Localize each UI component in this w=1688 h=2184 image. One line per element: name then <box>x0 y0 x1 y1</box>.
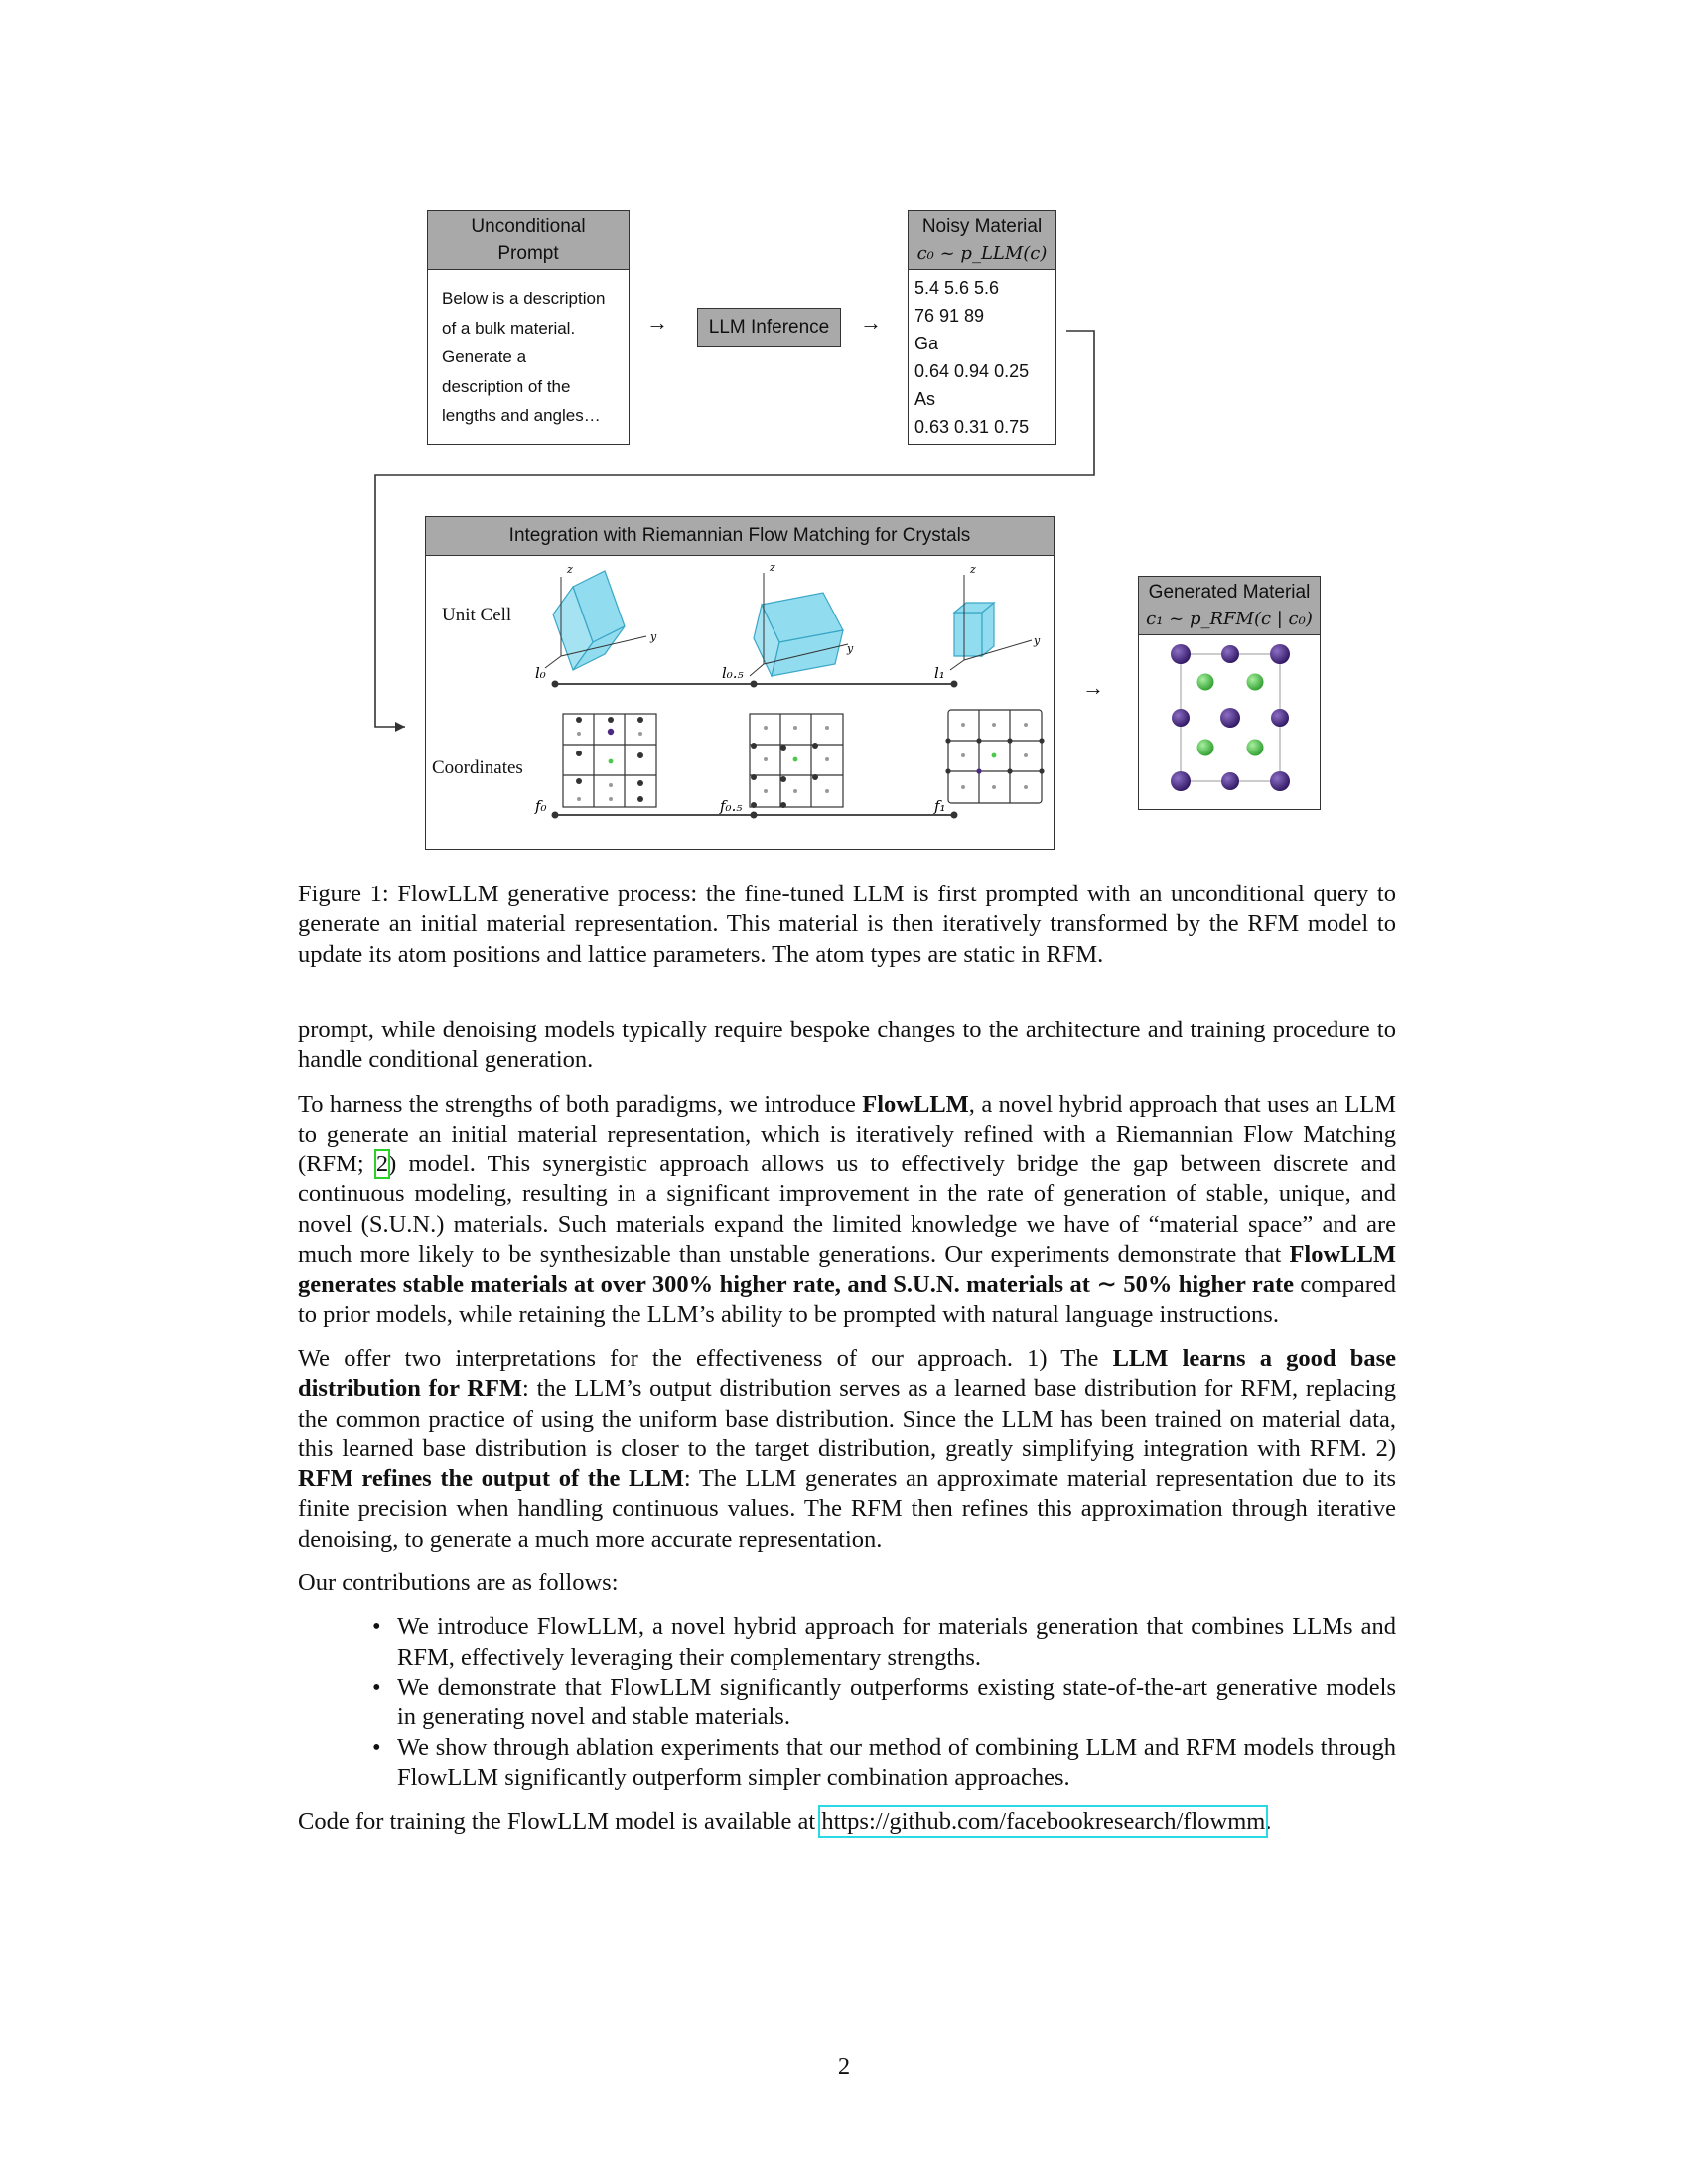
atom-ga <box>1271 709 1289 727</box>
llm-inference-label: LLM Inference <box>708 317 830 338</box>
paragraph-4: Our contributions are as follows: <box>298 1570 619 1597</box>
paragraph-1: prompt, while denoising models typically require bespoke changes to the architecture and training procedure to handle conditional generation. <box>298 1017 1396 1074</box>
list-item-text: We show through ablation experiments that our method of combining LLM and RFM models through FlowLLM significantly outperform simpler combination approaches. <box>397 1733 1396 1791</box>
para3-b: LLM learns a good base distribution for RFM <box>298 1344 1396 1403</box>
bullet-icon: • <box>372 1613 381 1641</box>
axis-z-label: z <box>970 563 976 576</box>
list-item <box>298 1733 1396 1794</box>
generated-crystal <box>1139 636 1320 809</box>
paragraph-5 <box>298 1807 1396 1837</box>
l1-label: l₁ <box>934 664 945 682</box>
code-url-link[interactable]: https://github.com/facebookresearch/flowmm <box>821 1808 1266 1836</box>
lattice-timeline-dot <box>552 681 559 688</box>
para3-d: RFM refines the output of the LLM <box>298 1465 684 1493</box>
prompt-line: Generate a <box>442 347 527 366</box>
para2-f: compared to prior models, while retaining the LLM’s ability to be prompted with natural language instructions. <box>298 1271 1397 1328</box>
axis-y-label: y <box>650 630 657 643</box>
arrow-icon: → <box>1082 675 1104 700</box>
para2-e: FlowLLM generates stable materials at over 300% higher rate, and S.U.N. materials at ∼ 50% higher rate <box>298 1241 1396 1298</box>
rfm-drawing <box>426 557 1054 849</box>
generated-material-box <box>1138 576 1321 810</box>
atom-as <box>1197 740 1214 756</box>
coord-grid-1-atoms <box>945 723 1044 789</box>
atom-as <box>1197 674 1214 691</box>
noisy-line: As <box>914 389 936 409</box>
bullet-icon: • <box>372 1673 381 1701</box>
atom-ga <box>1171 644 1191 664</box>
para2-d: ) model. This synergistic approach allows us to effectively bridge the gap between discrete and continuous modeling, resulting in a significant improvement in the rate of generation of stable, unique, and novel (S.U.N.) materials. Such materials expand the limited knowledge we have of “material space” and are much more likely to be synthesizable than unstable generations. Our experiments demonstrate that <box>298 1151 1397 1269</box>
axis-z-label: z <box>567 563 573 576</box>
prompt-title-line2: Prompt <box>497 243 559 264</box>
noisy-title: Noisy Material <box>921 216 1043 237</box>
coord-timeline-dot <box>552 812 559 819</box>
body-text <box>298 1016 1396 1850</box>
atom-ga <box>1270 644 1290 664</box>
noisy-line: 0.64 0.94 0.25 <box>914 361 1030 381</box>
atom-ga <box>1270 771 1290 791</box>
para2-b: FlowLLM <box>862 1090 969 1118</box>
atom-ga <box>1221 772 1239 790</box>
prompt-line: of a bulk material. <box>442 318 576 338</box>
coord-timeline-dot <box>751 812 758 819</box>
para5-a: Code for training the FlowLLM model is available at <box>298 1808 822 1836</box>
atom-as <box>1247 674 1264 691</box>
prompt-title-line1: Unconditional <box>471 216 586 237</box>
atom-as <box>1247 740 1264 756</box>
l0-label: l₀ <box>535 664 546 682</box>
noisy-line: 76 91 89 <box>914 306 985 326</box>
noisy-line: Ga <box>914 334 939 353</box>
connector-arrowhead <box>395 722 405 732</box>
atom-ga <box>1172 709 1190 727</box>
noisy-line: 5.4 5.6 5.6 <box>914 278 1000 298</box>
atom-ga <box>1221 645 1239 663</box>
noisy-formula: c₀ ~ p_LLM(c) <box>916 243 1048 264</box>
lattice-timeline-dot <box>751 681 758 688</box>
rfm-integration-box <box>425 516 1055 850</box>
para3-c: : the LLM’s output distribution serves as a learned base distribution for RFM, replacing the common practice of using the uniform base distribution. Since the LLM has been trained on material data, this learned base distribution is closer to the target distribution, greatly simplifying integration with RFM. 2) <box>298 1375 1396 1462</box>
generated-formula: c₁ ~ p_RFM(c | c₀) <box>1146 609 1313 629</box>
prompt-line: lengths and angles… <box>442 406 601 425</box>
citation-link[interactable]: 2 <box>375 1151 389 1178</box>
f0-label: f₀ <box>535 797 547 815</box>
coordinates-label: Coordinates <box>432 757 523 778</box>
atom-ga <box>1171 771 1191 791</box>
para3-e: : The LLM generates an approximate material representation due to its finite precision when handling continuous values. The RFM then refines this approximation through iterative denoising, to generate a much more accurate representation. <box>298 1465 1396 1553</box>
contributions-list <box>298 1612 1396 1793</box>
list-item-text: We introduce FlowLLM, a novel hybrid approach for materials generation that combines LLMs and RFM, effectively leveraging their complementary strengths. <box>397 1613 1396 1671</box>
coord-grid-0-atoms <box>576 717 643 802</box>
paragraph-2 <box>298 1090 1396 1330</box>
list-item <box>298 1612 1396 1673</box>
unit-cell-label: Unit Cell <box>442 605 512 625</box>
page-number: 2 <box>837 2053 851 2080</box>
axis-y-label: y <box>847 642 854 655</box>
atom-ga <box>1220 708 1240 728</box>
generated-header <box>1139 577 1320 635</box>
para5-b: . <box>1265 1808 1272 1836</box>
rfm-header: Integration with Riemannian Flow Matching for Crystals <box>426 517 1054 556</box>
axis-z-label: z <box>770 561 775 574</box>
axis-y-label: y <box>1034 634 1041 647</box>
bullet-icon: • <box>372 1733 381 1761</box>
list-item-text: We demonstrate that FlowLLM significantly outperforms existing state-of-the-art generative models in generating novel and stable materials. <box>397 1673 1396 1731</box>
unit-cell-1 <box>954 603 994 656</box>
arrow-icon: → <box>860 310 882 335</box>
coord-grid-0-5-atoms <box>751 726 829 808</box>
figure-caption: Figure 1: FlowLLM generative process: the fine-tuned LLM is first prompted with an unconditional query to generate an initial material representation. This material is then iteratively transformed by the RFM model to update its atom positions and lattice parameters. The atom types are static in RFM. <box>298 881 1396 968</box>
para3-a: We offer two interpretations for the effectiveness of our approach. 1) The <box>298 1344 1113 1372</box>
lattice-timeline-dot <box>951 681 958 688</box>
prompt-line: description of the <box>442 376 571 396</box>
list-item <box>298 1673 1396 1733</box>
generated-title: Generated Material <box>1148 582 1311 603</box>
f1-label: f₁ <box>934 797 946 815</box>
para2-a: To harness the strengths of both paradigms, we introduce <box>298 1090 863 1118</box>
paragraph-3 <box>298 1344 1396 1555</box>
f05-label: f₀.₅ <box>720 797 743 815</box>
para2-c: , a novel hybrid approach that uses an LLM to generate an initial material representation, which is iteratively refined with a Riemannian Flow Matching (RFM; <box>298 1090 1396 1178</box>
l05-label: l₀.₅ <box>722 664 744 682</box>
noisy-line: 0.63 0.31 0.75 <box>914 417 1030 437</box>
prompt-line: Below is a description <box>442 289 606 308</box>
coord-timeline-dot <box>951 812 958 819</box>
arrow-icon: → <box>646 310 668 335</box>
